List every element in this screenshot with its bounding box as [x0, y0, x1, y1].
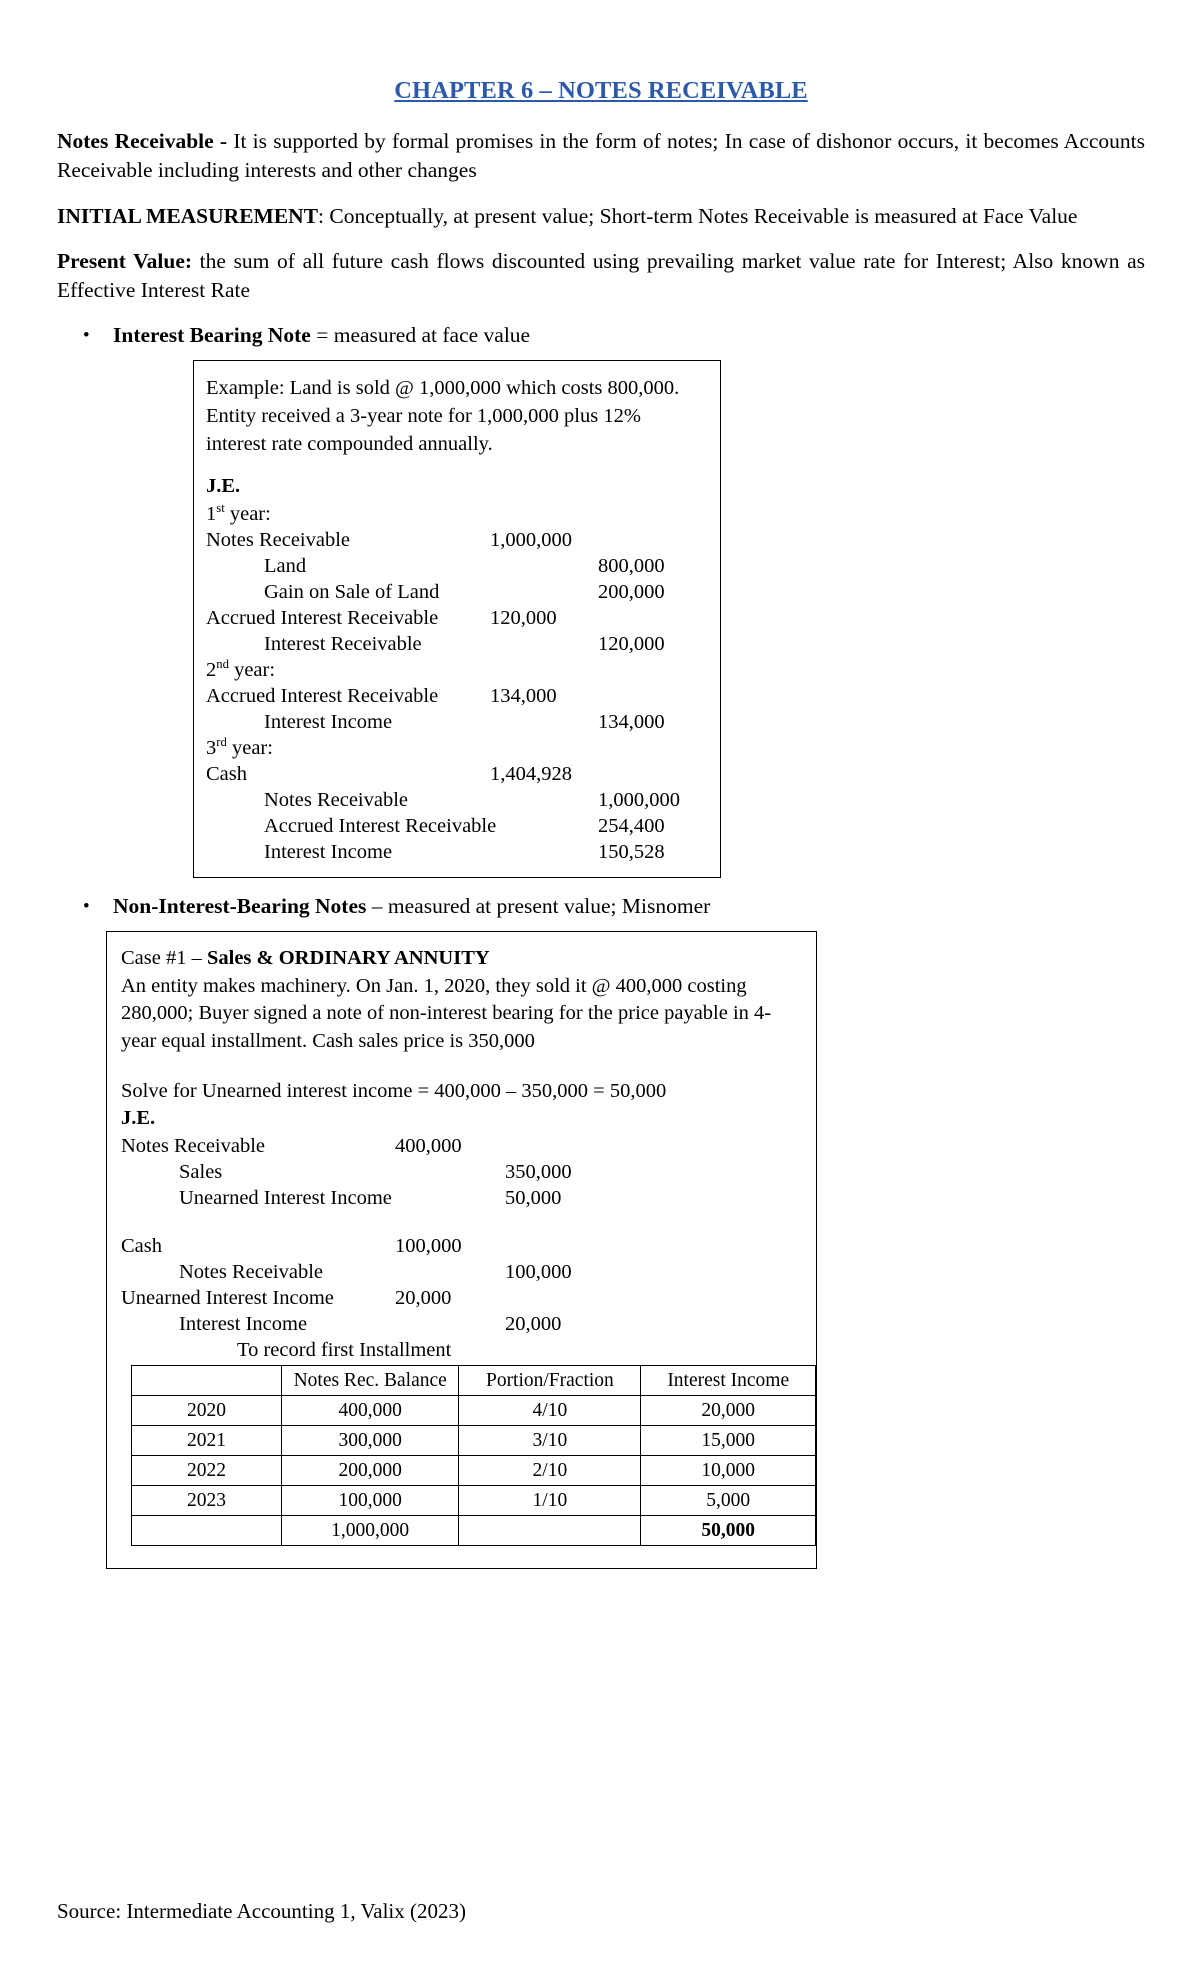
table-header-cell	[132, 1366, 282, 1396]
je-account: Land	[264, 555, 307, 578]
bullet-dot-icon: •	[83, 325, 90, 347]
je-account: Notes Receivable	[206, 529, 351, 552]
journal-entry-row	[121, 1311, 804, 1337]
table-cell-year	[132, 1516, 282, 1546]
bullet-label-rest: = measured at face value	[310, 323, 531, 348]
table-row	[132, 1486, 816, 1516]
table-cell-balance: 400,000	[282, 1396, 459, 1426]
table-header-row	[132, 1366, 816, 1396]
bullet-interest-bearing-note	[57, 321, 1145, 350]
table-cell-balance: 100,000	[282, 1486, 459, 1516]
year-1-label	[206, 501, 706, 527]
je-account: Cash	[121, 1235, 162, 1258]
journal-entry-note	[121, 1337, 804, 1363]
journal-entry-heading: J.E.	[121, 1107, 156, 1130]
case-heading	[121, 945, 804, 973]
ordinal-suffix: rd	[216, 735, 227, 750]
je-credit: 1,000,000	[598, 789, 680, 812]
je-debit: 100,000	[395, 1235, 462, 1258]
table-cell-year: 2022	[132, 1456, 282, 1486]
bullet-dot-icon: •	[83, 896, 90, 918]
table-cell-year: 2023	[132, 1486, 282, 1516]
je-account: Cash	[206, 763, 247, 786]
journal-entry-row	[121, 1285, 804, 1311]
je-credit: 350,000	[505, 1161, 572, 1184]
je-credit: 134,000	[598, 711, 665, 734]
je-debit: 120,000	[490, 607, 557, 630]
je-debit: 1,404,928	[490, 763, 572, 786]
bullet-label-bold: Non-Interest-Bearing Notes	[113, 894, 367, 919]
ordinal-suffix: nd	[216, 657, 229, 672]
journal-entry-heading: J.E.	[206, 475, 241, 498]
table-cell-fraction: 1/10	[459, 1486, 641, 1516]
table-cell-balance: 300,000	[282, 1426, 459, 1456]
year-label-text: 1st year:	[206, 501, 271, 526]
je-credit: 20,000	[505, 1313, 562, 1336]
journal-entry-row	[206, 683, 706, 709]
journal-entry-row	[206, 605, 706, 631]
table-header-cell: Notes Rec. Balance	[282, 1366, 459, 1396]
journal-entry-row	[206, 761, 706, 787]
year-3-label	[206, 735, 706, 761]
je-account: Notes Receivable	[179, 1261, 324, 1284]
interest-income-table	[131, 1365, 816, 1546]
table-cell-income: 50,000	[641, 1516, 816, 1546]
je-credit: 200,000	[598, 581, 665, 604]
journal-entry-row	[121, 1159, 804, 1185]
journal-entry-row	[206, 631, 706, 657]
table-cell-income: 10,000	[641, 1456, 816, 1486]
table-cell-year: 2021	[132, 1426, 282, 1456]
example-box-case-1	[106, 931, 817, 1569]
year-label-text: 2nd year:	[206, 657, 276, 682]
je-account: Accrued Interest Receivable	[206, 607, 439, 630]
table-row	[132, 1426, 816, 1456]
journal-entry-row	[121, 1233, 804, 1259]
table-row	[132, 1456, 816, 1486]
je-credit: 150,528	[598, 841, 665, 864]
bullet-label-rest: – measured at present value; Misnomer	[366, 894, 711, 919]
journal-entry-row	[121, 1185, 804, 1211]
paragraph-lead: Notes Receivable -	[57, 129, 234, 154]
table-header-cell: Interest Income	[641, 1366, 816, 1396]
je-debit: 134,000	[490, 685, 557, 708]
journal-entry-row	[206, 553, 706, 579]
example-box-interest-bearing	[193, 360, 721, 878]
table-cell-year: 2020	[132, 1396, 282, 1426]
je-account: Interest Receivable	[264, 633, 422, 656]
je-account: Gain on Sale of Land	[264, 581, 440, 604]
journal-entry-row	[121, 1133, 804, 1159]
journal-entry-row	[206, 787, 706, 813]
source-citation: Source: Intermediate Accounting 1, Valix (2023)	[57, 1899, 467, 1923]
journal-entry-note-text: To record first Installment	[237, 1339, 452, 1362]
table-cell-balance: 1,000,000	[282, 1516, 459, 1546]
bullet-label	[113, 892, 710, 921]
paragraph-body: It is supported by formal promises in the form of notes; In case of dishonor occurs, it becomes Accounts Receivable including interests and other changes	[57, 129, 1145, 182]
je-account: Interest Income	[179, 1313, 308, 1336]
year-label-text: 3rd year:	[206, 735, 273, 760]
je-account: Notes Receivable	[264, 789, 409, 812]
je-credit: 50,000	[505, 1187, 562, 1210]
paragraph-initial-measurement	[57, 202, 1145, 231]
je-account: Unearned Interest Income	[179, 1187, 392, 1210]
je-account: Interest Income	[264, 841, 393, 864]
bullet-label-bold: Interest Bearing Note	[113, 323, 311, 348]
je-account: Interest Income	[264, 711, 393, 734]
journal-entry-row	[206, 813, 706, 839]
table-row	[132, 1396, 816, 1426]
je-credit: 120,000	[598, 633, 665, 656]
paragraph-lead: INITIAL MEASUREMENT	[57, 203, 319, 228]
paragraph-present-value	[57, 247, 1145, 304]
paragraph-lead: Present Value:	[57, 249, 200, 274]
table-cell-income: 15,000	[641, 1426, 816, 1456]
table-total-row	[132, 1516, 816, 1546]
paragraph-body: the sum of all future cash flows discounted using prevailing market value rate for Interest; Also known as Effective Interest Rate	[57, 249, 1145, 302]
year-2-label	[206, 657, 706, 683]
table-header-cell: Portion/Fraction	[459, 1366, 641, 1396]
journal-entry-row	[206, 709, 706, 735]
ordinal-suffix: st	[216, 501, 225, 516]
je-debit: 400,000	[395, 1135, 462, 1158]
paragraph-notes-receivable	[57, 127, 1145, 184]
je-debit: 20,000	[395, 1287, 452, 1310]
je-account: Sales	[179, 1161, 223, 1184]
journal-entry-row	[206, 527, 706, 553]
paragraph-body: : Conceptually, at present value; Short-term Notes Receivable is measured at Face Value	[318, 203, 1078, 228]
solve-line: Solve for Unearned interest income = 400,000 – 350,000 = 50,000	[121, 1079, 667, 1102]
example-description: Example: Land is sold @ 1,000,000 which costs 800,000. Entity received a 3-year note for 1,000,000 plus 12% interest rate compounded annually.	[206, 377, 680, 455]
table-cell-fraction: 3/10	[459, 1426, 641, 1456]
journal-entry-row	[206, 579, 706, 605]
table-cell-fraction	[459, 1516, 641, 1546]
je-account: Unearned Interest Income	[121, 1287, 334, 1310]
journal-entry-row	[121, 1259, 804, 1285]
case-problem-text: An entity makes machinery. On Jan. 1, 2020, they sold it @ 400,000 costing 280,000; Buyer signed a note of non-interest bearing for the price payable in 4-year equal installment. Cash sales price is 350,000	[121, 974, 772, 1053]
table-cell-fraction: 4/10	[459, 1396, 641, 1426]
bullet-non-interest-bearing-notes	[57, 892, 1145, 921]
table-cell-income: 5,000	[641, 1486, 816, 1516]
je-account: Accrued Interest Receivable	[264, 815, 497, 838]
je-credit: 800,000	[598, 555, 665, 578]
case-heading-prefix: Case #1 –	[121, 947, 207, 970]
je-credit: 100,000	[505, 1261, 572, 1284]
table-cell-income: 20,000	[641, 1396, 816, 1426]
je-credit: 254,400	[598, 815, 665, 838]
page-title: CHAPTER 6 – NOTES RECEIVABLE	[394, 77, 808, 104]
journal-entry-row	[206, 839, 706, 865]
case-heading-bold: Sales & ORDINARY ANNUITY	[206, 947, 490, 970]
je-account: Accrued Interest Receivable	[206, 685, 439, 708]
bullet-label	[113, 321, 530, 350]
table-cell-balance: 200,000	[282, 1456, 459, 1486]
je-debit: 1,000,000	[490, 529, 572, 552]
je-account: Notes Receivable	[121, 1135, 266, 1158]
table-cell-fraction: 2/10	[459, 1456, 641, 1486]
